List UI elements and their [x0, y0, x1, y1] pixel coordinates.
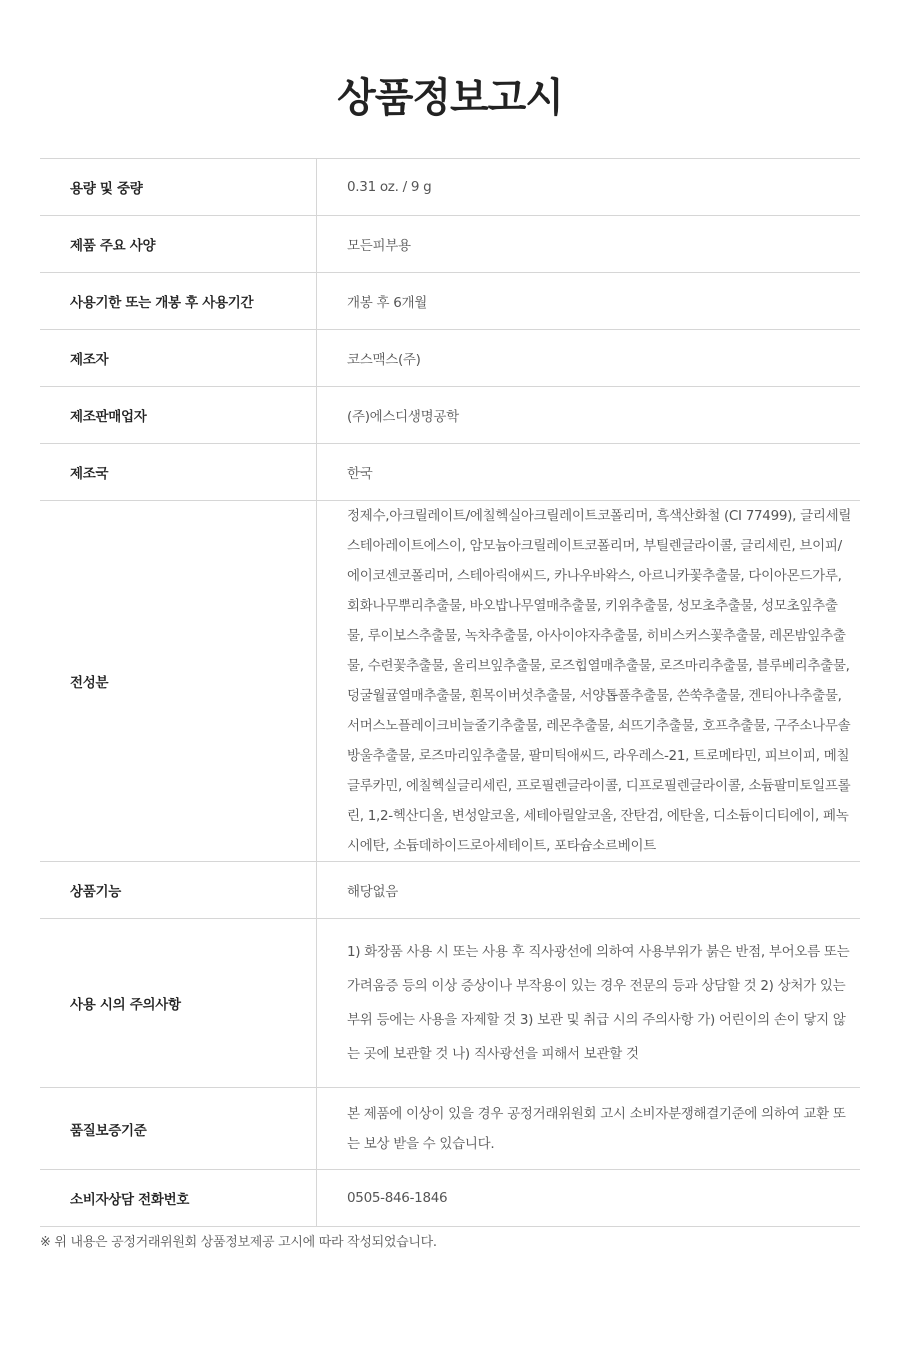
table-row: [40, 501, 860, 862]
table-row: [40, 387, 860, 444]
row-value-seller: (주)에스디생명공학: [347, 409, 459, 425]
table-row: [40, 1088, 860, 1170]
row-label-phone: 소비자상담 전화번호: [40, 1170, 317, 1227]
row-value-spec: 모든피부용: [347, 238, 411, 254]
table-row: [40, 919, 860, 1088]
row-value-phone: 0505-846-1846: [347, 1190, 448, 1206]
row-label-function: 상품기능: [40, 862, 317, 919]
table-row: [40, 330, 860, 387]
row-label-manufacturer: 제조자: [40, 330, 317, 387]
table-row: [40, 862, 860, 919]
row-value-caution: [317, 919, 861, 1088]
page-title: 상품정보고시: [337, 75, 563, 121]
row-value-country: 한국: [347, 466, 373, 482]
row-value-capacity: 0.31 oz. / 9 g: [347, 179, 432, 195]
quality-text: 본 제품에 이상이 있을 경우 공정거래위원회 고시 소비자분쟁해결기준에 의하여 교환 또는 보상 받을 수 있습니다.: [347, 1105, 846, 1152]
row-value-quality: [317, 1088, 861, 1170]
row-label-ingredients: 전성분: [40, 501, 317, 862]
row-value-expiry: 개봉 후 6개월: [347, 295, 427, 311]
row-label-capacity: 용량 및 중량: [40, 159, 317, 216]
row-label-country: 제조국: [40, 444, 317, 501]
row-label-expiry: 사용기한 또는 개봉 후 사용기간: [40, 273, 317, 330]
row-label-seller: 제조판매업자: [40, 387, 317, 444]
row-label-quality: 품질보증기준: [40, 1088, 317, 1170]
ingredients-text: 정제수,아크릴레이트/에칠헥실아크릴레이트코폴리머, 흑색산화철 (CI 77499), 글리세릴스테아레이트에스이, 암모늄아크릴레이트코폴리머, 부틸렌글라이콜, 글리세린, 브이피/에이코센코폴리머, 스테아릭애씨드, 카나우바왁스, 아르니카꽃추출물, 다이아몬드가루, 회화나무뿌리추출물, 바오밥나무열매추출물, 키위추출물, 성모초추출물, 성모초잎추출물, 루이보스추출물, 녹차추출물, 아사이야자추출물, 히비스커스꽃추출물, 레몬밤잎추출물, 수련꽃추출물, 올리브잎추출물, 로즈힙열매추출물, 로즈마리추출물, 블루베리추출물, 덩굴월귤열매추출물, 흰목이버섯추출물, 서양톱풀추출물, 쓴쑥추출물, 겐티아나추출물, 서머스노플레이크비늘줄기추출물, 레몬추출물, 쇠뜨기추출물, 호프추출물, 구주소나무솔방울추출물, 로즈마리잎추출물, 팔미틱애씨드, 라우레스-21, 트로메타민, 피브이피, 메칠글루카민, 에칠헥실글리세린, 프로필렌글라이콜, 디프로필렌글라이콜, 소듐팔미토일프롤린, 1,2-헥산디올, 변성알코올, 세테아릴알코올, 잔탄검, 에탄올, 디소듐이디티에이, 페녹시에탄, 소듐데하이드로아세테이트, 포타슘소르베이트: [347, 508, 852, 854]
row-label-spec: 제품 주요 사양: [40, 216, 317, 273]
table-row: [40, 159, 860, 216]
product-info-table: [40, 158, 860, 1227]
table-row: [40, 273, 860, 330]
table-row: [40, 1170, 860, 1227]
footnote: ※ 위 내용은 공정거래위원회 상품정보제공 고시에 따라 작성되었습니다.: [40, 1235, 437, 1250]
table-row: [40, 216, 860, 273]
row-value-ingredients: [317, 501, 861, 862]
table-row: [40, 444, 860, 501]
row-label-caution: 사용 시의 주의사항: [40, 919, 317, 1088]
caution-text: 1) 화장품 사용 시 또는 사용 후 직사광선에 의하여 사용부위가 붉은 반점, 부어오름 또는 가려움증 등의 이상 증상이나 부작용이 있는 경우 전문의 등과 상담할 것 2) 상처가 있는 부위 등에는 사용을 자제할 것 3) 보관 및 취급 시의 주의사항 가) 어린이의 손이 닿지 않는 곳에 보관할 것 나) 직사광선을 피해서 보관할 것: [347, 944, 850, 1062]
row-value-manufacturer: 코스맥스(주): [347, 352, 421, 368]
row-value-function: 해당없음: [347, 884, 398, 900]
